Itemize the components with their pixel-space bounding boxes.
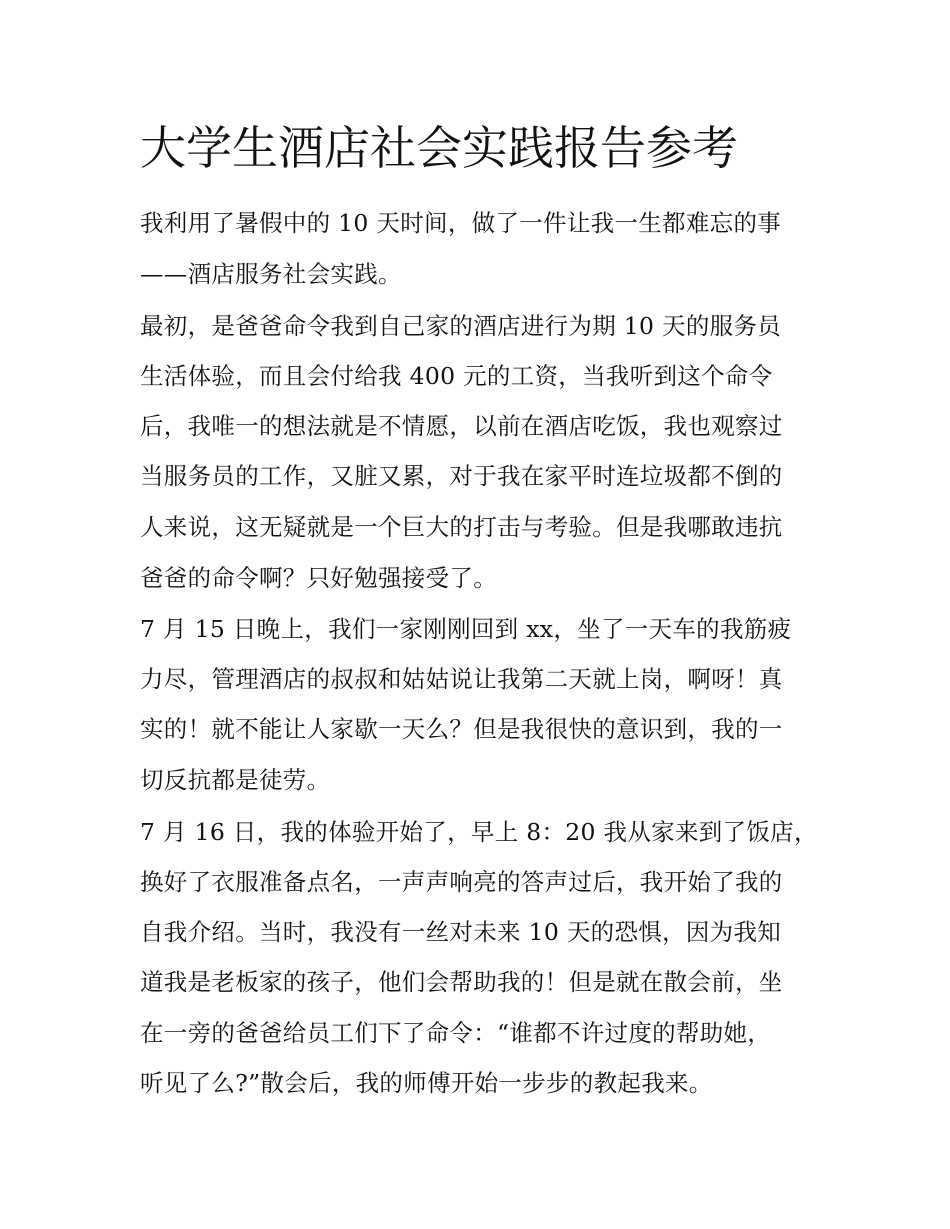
paragraph-line: 7 月 16 日，我的体验开始了，早上 8：20 我从家来到了饭店， [140, 818, 818, 846]
paragraph-line: 切反抗都是徒劳。 [140, 766, 331, 794]
paragraph-line: 力尽，管理酒店的叔叔和姑姑说让我第二天就上岗，啊呀！真 [140, 665, 783, 693]
document-title: 大学生酒店社会实践报告参考 [140, 121, 738, 175]
paragraph-line: 7 月 15 日晚上，我们一家刚刚回到 xx，坐了一天车的我筋疲 [140, 615, 792, 643]
paragraph-line: 我利用了暑假中的 10 天时间，做了一件让我一生都难忘的事 [140, 209, 782, 237]
paragraph-line: ——酒店服务社会实践。 [140, 260, 402, 288]
paragraph-line: 最初，是爸爸命令我到自己家的酒店进行为期 10 天的服务员 [140, 312, 782, 340]
paragraph-line: 换好了衣服准备点名，一声声响亮的答声过后，我开始了我的 [140, 868, 783, 896]
paragraph-line: 爸爸的命令啊？只好勉强接受了。 [140, 564, 497, 592]
paragraph-line: 生活体验，而且会付给我 400 元的工资，当我听到这个命令 [140, 362, 773, 390]
paragraph-line: 人来说，这无疑就是一个巨大的打击与考验。但是我哪敢违抗 [140, 513, 783, 541]
paragraph-line: 在一旁的爸爸给员工们下了命令：“谁都不许过度的帮助她， [140, 1019, 772, 1047]
paragraph-line: 听见了么?”散会后，我的师傅开始一步步的教起我来。 [140, 1069, 713, 1097]
paragraph-line: 道我是老板家的孩子，他们会帮助我的！但是就在散会前，坐 [140, 968, 783, 996]
paragraph-line: 实的！就不能让人家歇一天么？但是我很快的意识到，我的一 [140, 715, 783, 743]
paragraph-line: 后，我唯一的想法就是不情愿，以前在酒店吃饭，我也观察过 [140, 412, 783, 440]
paragraph-line: 当服务员的工作，又脏又累，对于我在家平时连垃圾都不倒的 [140, 462, 783, 490]
paragraph-line: 自我介绍。当时，我没有一丝对未来 10 天的恐惧，因为我知 [140, 918, 782, 946]
